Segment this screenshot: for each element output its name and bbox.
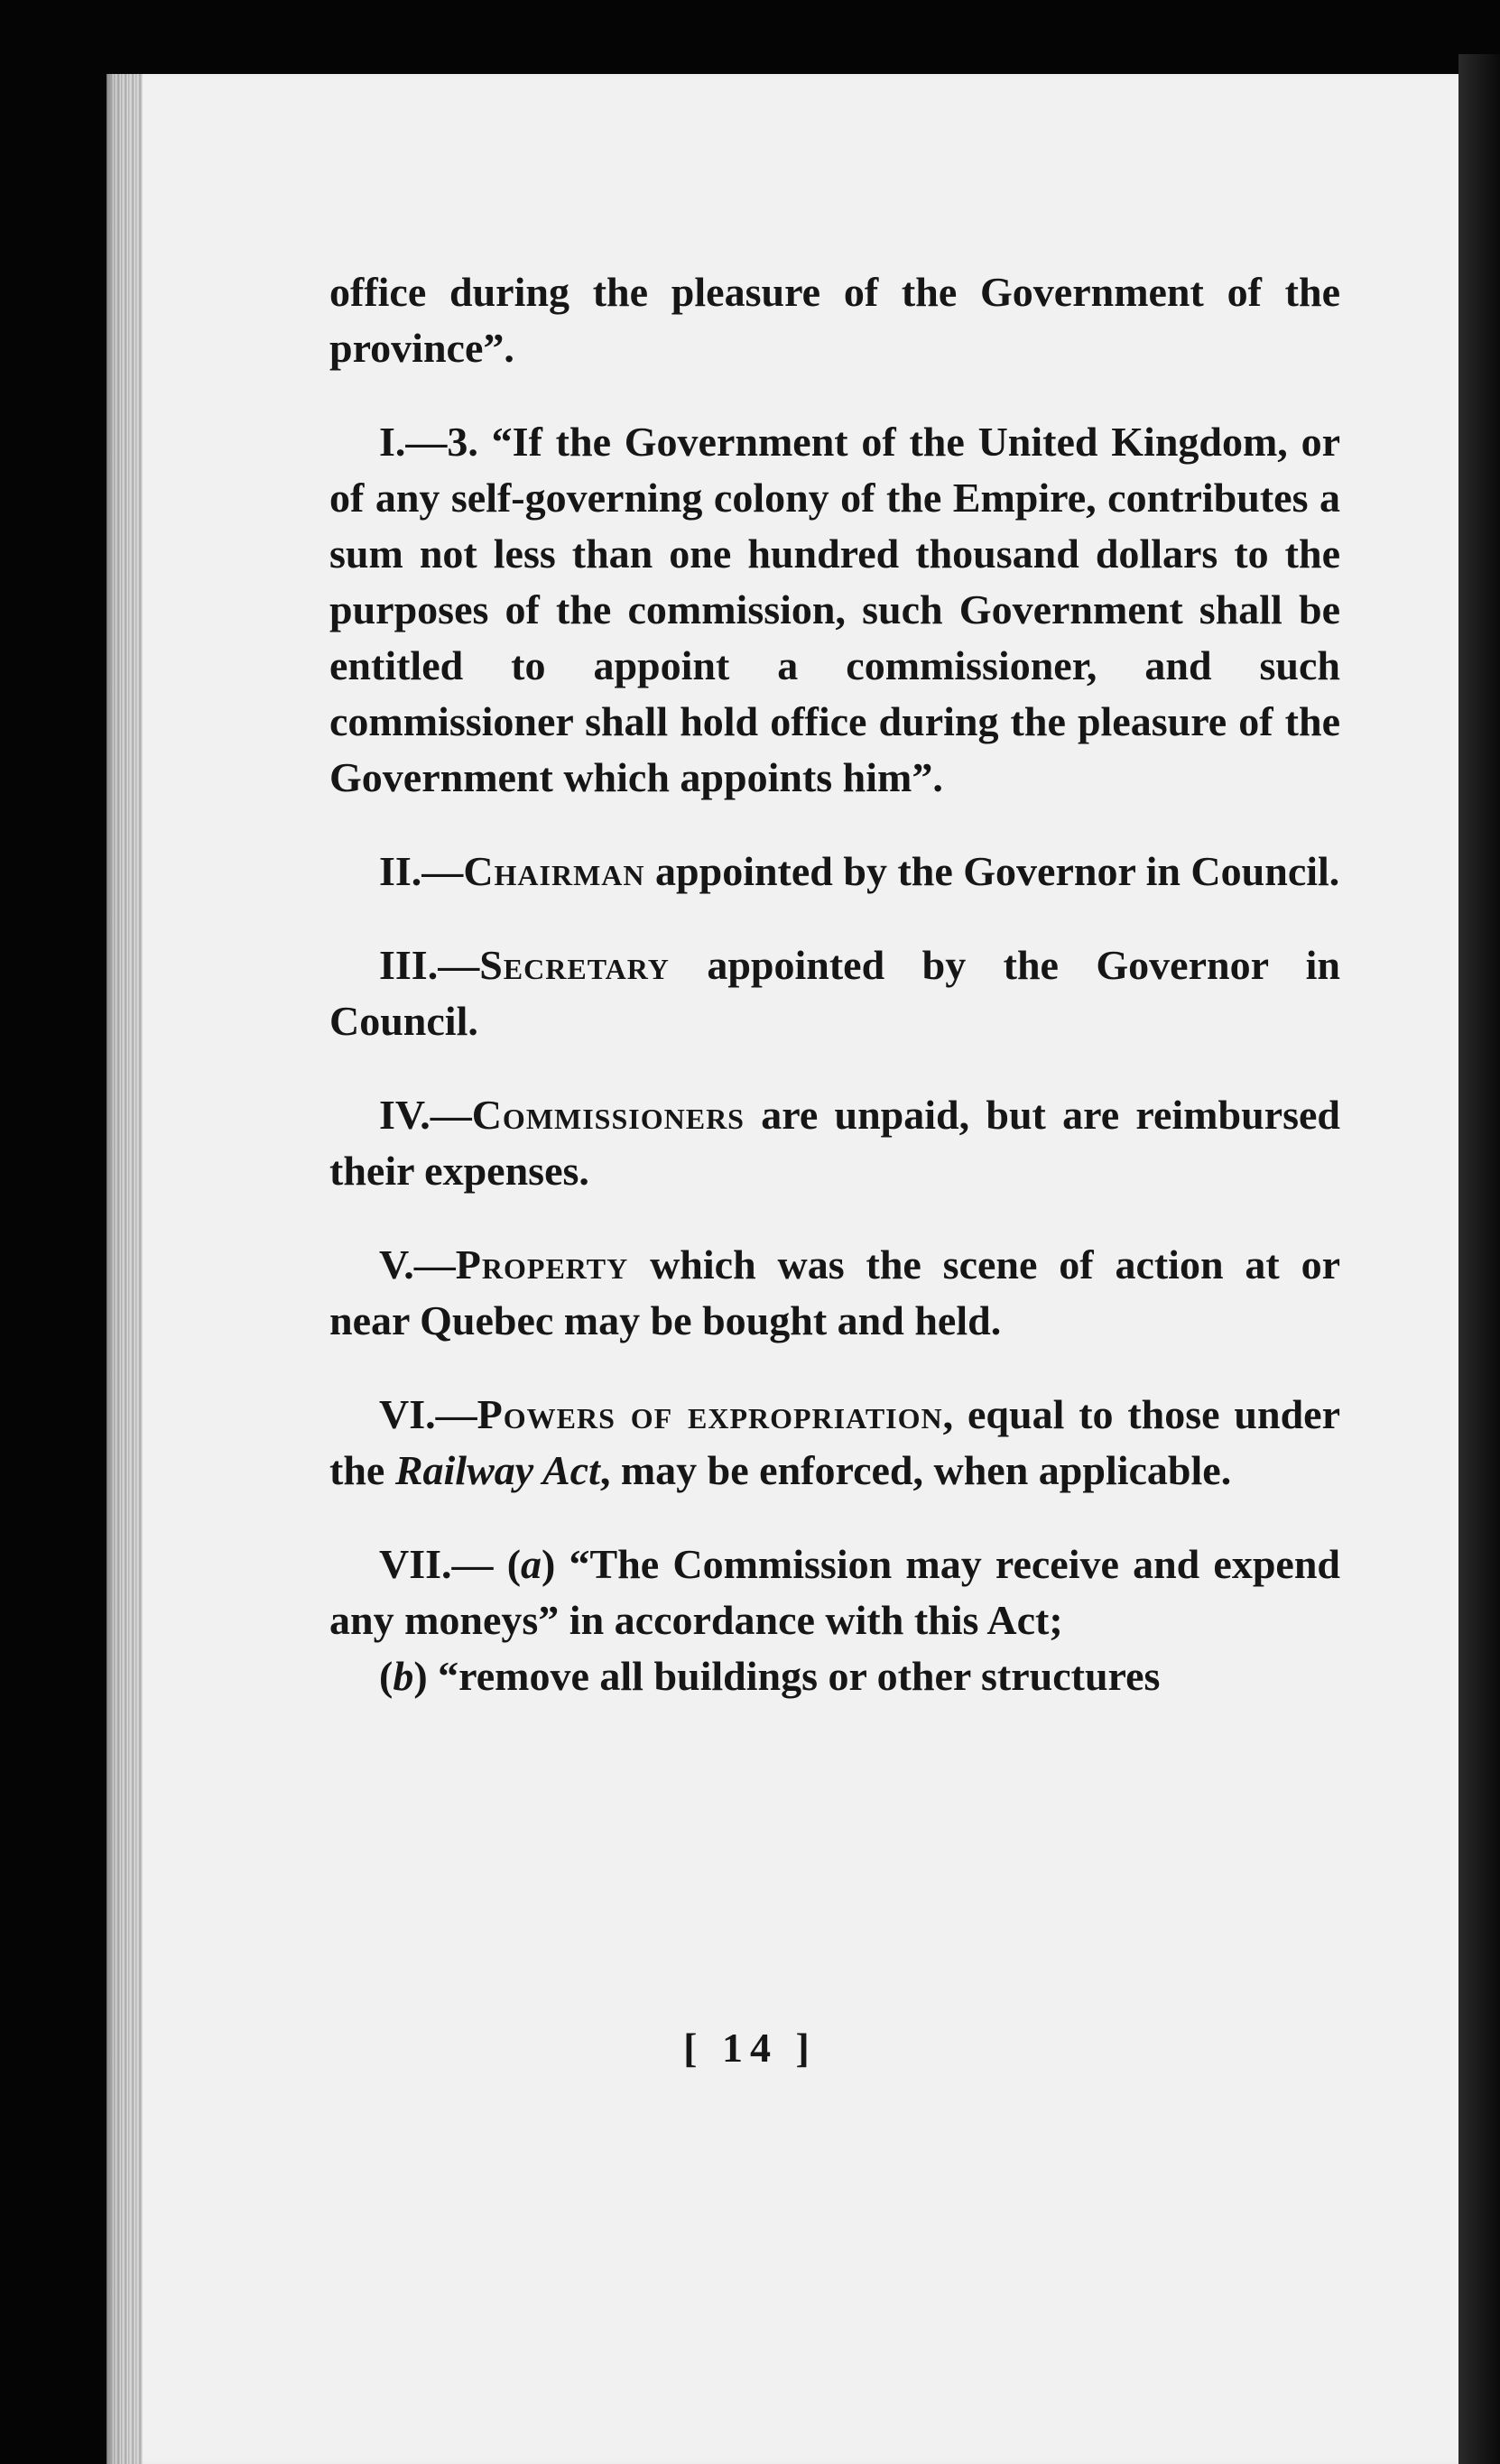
binding-gutter xyxy=(106,74,143,2464)
act-title: Railway Act xyxy=(394,1447,600,1493)
paragraph-section-v xyxy=(329,1237,1340,1349)
paragraph-section-ii xyxy=(329,844,1340,900)
section-term: Powers of expropriation xyxy=(477,1391,943,1437)
paragraph-continuation xyxy=(329,264,1340,376)
paragraph-section-vii-a xyxy=(329,1537,1340,1648)
paragraph-section-vii-b xyxy=(329,1648,1340,1704)
paragraph-section-iii xyxy=(329,937,1340,1049)
page-number: [ 14 ] xyxy=(683,2025,817,2071)
section-number: V.— xyxy=(379,1241,456,1287)
paragraph-text: appointed by the Governor in Council. xyxy=(329,942,1340,1044)
clause-letter: b xyxy=(393,1653,414,1699)
paragraph-text: , equal to those under the xyxy=(329,1391,1340,1493)
paragraph-text: which was the scene of action at or near Quebec may be bought and held. xyxy=(329,1241,1340,1343)
section-term: Secretary xyxy=(479,942,670,988)
section-term: Property xyxy=(455,1241,629,1287)
paragraph-text: appointed by the Governor in Council. xyxy=(644,848,1340,894)
paragraph-text: “If the Government of the United Kingdom, or of any self-governing colony of the Empire, contributes a sum not less than one hundred thousand dollars to the purposes of the commission, such Government shall be entitled to appoint a commissioner, and such commissioner shall hold office during the pleasure of the Government which appoints him”. xyxy=(329,419,1340,800)
paragraph-text: office during the pleasure of the Government of the province”. xyxy=(329,269,1340,371)
section-term: Commissioners xyxy=(471,1092,745,1138)
section-number: IV.— xyxy=(379,1092,472,1138)
paragraph-text: ) “remove all buildings or other structures xyxy=(413,1653,1161,1699)
section-number: VI.— xyxy=(379,1391,477,1437)
paragraph-text: are unpaid, but are reimbursed their expenses. xyxy=(329,1092,1340,1194)
body-text xyxy=(329,264,1340,1704)
clause-letter: a xyxy=(521,1541,542,1587)
paragraph-section-iv xyxy=(329,1087,1340,1199)
section-number: III.— xyxy=(379,942,480,988)
clause-open: ( xyxy=(379,1653,394,1699)
paragraph-section-i-3 xyxy=(329,414,1340,806)
section-number: VII.— ( xyxy=(379,1541,522,1587)
page-edge-shadow xyxy=(1458,54,1500,2464)
section-term: Chairman xyxy=(463,848,645,894)
section-number: I.—3. xyxy=(379,419,478,465)
section-number: II.— xyxy=(379,848,464,894)
paragraph-section-vi xyxy=(329,1387,1340,1499)
paragraph-text: , may be enforced, when applicable. xyxy=(599,1447,1232,1493)
paragraph-text: ) “The Commission may receive and expend any moneys” in accordance with this Act; xyxy=(329,1541,1341,1643)
